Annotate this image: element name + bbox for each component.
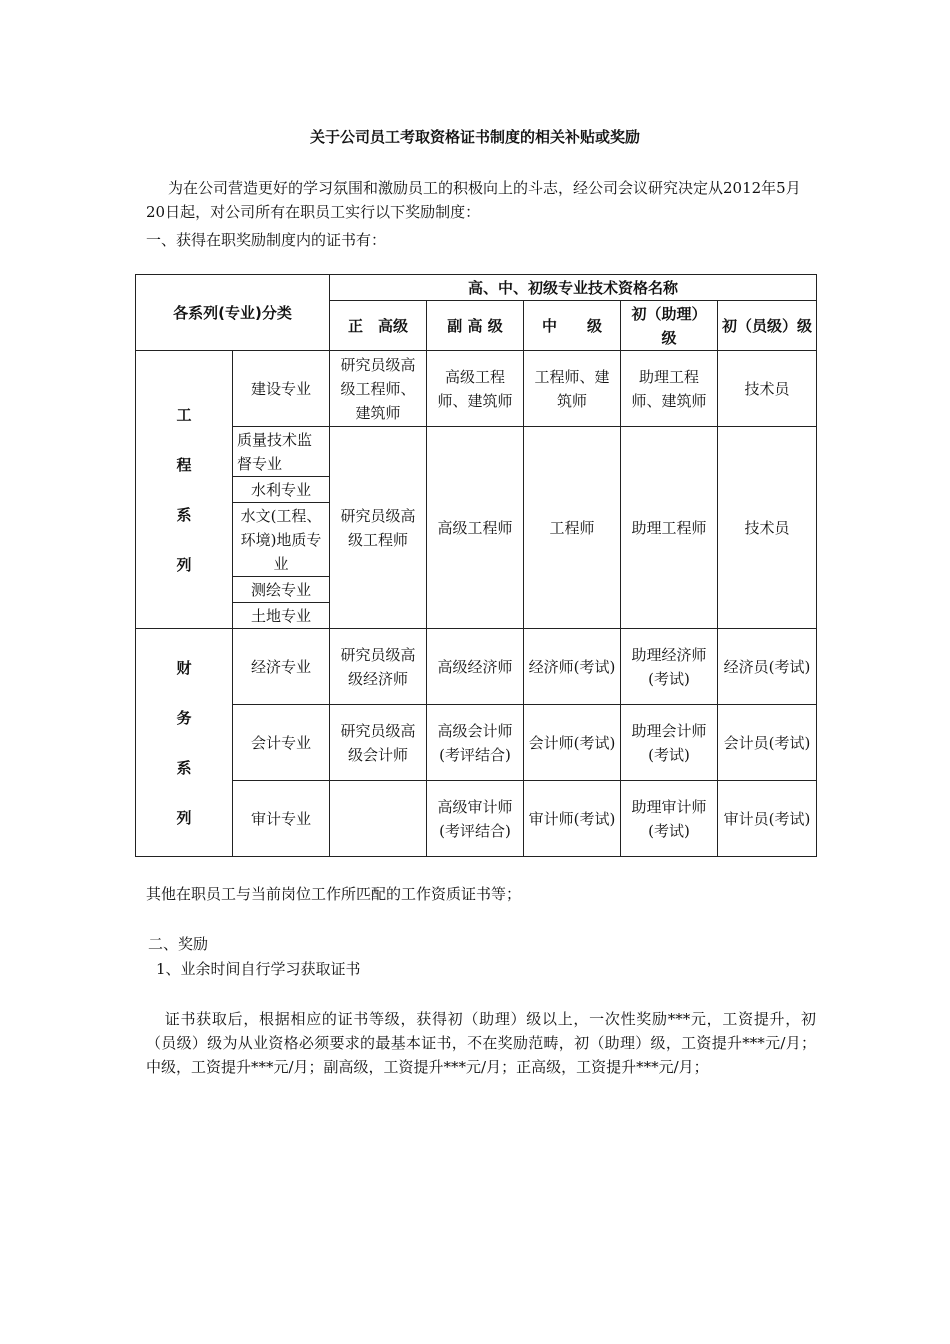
table-cell: 工程师、建筑师 (524, 351, 621, 427)
table-cell: 研究员级高级会计师 (330, 705, 427, 781)
table-cell: 经济师(考试) (524, 629, 621, 705)
table-cell: 会计员(考试) (718, 705, 817, 781)
series-char: 系 (176, 505, 192, 524)
major-hydrogeology: 水文(工程、环境)地质专业 (233, 503, 330, 577)
level-header-senior: 正 高级 (330, 301, 427, 351)
certificate-table (135, 274, 817, 857)
table-cell: 高级审计师(考评结合) (427, 781, 524, 857)
table-cell: 研究员级高级经济师 (330, 629, 427, 705)
major-land: 土地专业 (233, 603, 330, 629)
level-header-junior-staff: 初（员级）级 (718, 301, 817, 351)
table-cell (330, 781, 427, 857)
table-cell: 审计师(考试) (524, 781, 621, 857)
table-cell: 助理经济师(考试) (621, 629, 718, 705)
level-header-junior-assistant: 初（助理）级 (621, 301, 718, 351)
major-accounting: 会计专业 (233, 705, 330, 781)
table-cell: 高级经济师 (427, 629, 524, 705)
series-char: 工 (176, 405, 192, 424)
level-header-associate-senior: 副 高 级 (427, 301, 524, 351)
major-quality-supervision: 质量技术监督专业 (233, 427, 330, 477)
major-construction: 建设专业 (233, 351, 330, 427)
table-cell: 会计师(考试) (524, 705, 621, 781)
other-certificates-note: 其他在职员工与当前岗位工作所匹配的工作资质证书等； (146, 885, 522, 903)
series-char: 系 (176, 758, 192, 777)
finance-series-label (136, 629, 233, 857)
intro-paragraph (146, 176, 816, 224)
document-title: 关于公司员工考取资格证书制度的相关补贴或奖励 (309, 128, 640, 146)
section2-subheading: 1、业余时间自行学习获取证书 (156, 960, 361, 978)
major-surveying: 测绘专业 (233, 577, 330, 603)
section1-heading: 一、获得在职奖励制度内的证书有： (146, 231, 387, 249)
series-char: 程 (176, 455, 192, 474)
reward-text: 证书获取后，根据相应的证书等级，获得初（助理）级以上，一次性奖励***元，工资提升，初（员级）级为从业资格必须要求的最基本证书，不在奖励范畴，初（助理）级，工资提升***元/月；中级，工资提升***元/月；副高级，工资提升***元/月；正高级，工资提升***元/月； (146, 1010, 816, 1076)
table-cell: 研究员级高级工程师、建筑师 (330, 351, 427, 427)
intro-text: 为在公司营造更好的学习氛围和激励员工的积极向上的斗志，经公司会议研究决定从2012年5月20日起，对公司所有在职员工实行以下奖励制度： (146, 179, 801, 221)
series-char: 财 (176, 658, 192, 677)
major-economics: 经济专业 (233, 629, 330, 705)
series-char: 列 (176, 808, 192, 827)
table-cell: 高级会计师(考评结合) (427, 705, 524, 781)
table-cell: 技术员 (718, 427, 817, 629)
section2-heading: 二、奖励 (148, 935, 209, 953)
table-cell: 助理工程师 (621, 427, 718, 629)
qualification-group-header: 高、中、初级专业技术资格名称 (330, 275, 817, 301)
major-water-conservancy: 水利专业 (233, 477, 330, 503)
table-cell: 经济员(考试) (718, 629, 817, 705)
table-cell: 技术员 (718, 351, 817, 427)
table-cell: 助理会计师(考试) (621, 705, 718, 781)
category-header: 各系列(专业)分类 (136, 275, 330, 351)
table-cell: 高级工程师、建筑师 (427, 351, 524, 427)
table-cell: 高级工程师 (427, 427, 524, 629)
table-cell: 助理审计师(考试) (621, 781, 718, 857)
level-header-intermediate: 中 级 (524, 301, 621, 351)
table-cell: 审计员(考试) (718, 781, 817, 857)
major-auditing: 审计专业 (233, 781, 330, 857)
table-cell: 研究员级高级工程师 (330, 427, 427, 629)
engineering-series-label (136, 351, 233, 629)
table-cell: 工程师 (524, 427, 621, 629)
series-char: 务 (176, 708, 192, 727)
series-char: 列 (176, 555, 192, 574)
reward-paragraph (146, 1007, 816, 1079)
table-cell: 助理工程师、建筑师 (621, 351, 718, 427)
